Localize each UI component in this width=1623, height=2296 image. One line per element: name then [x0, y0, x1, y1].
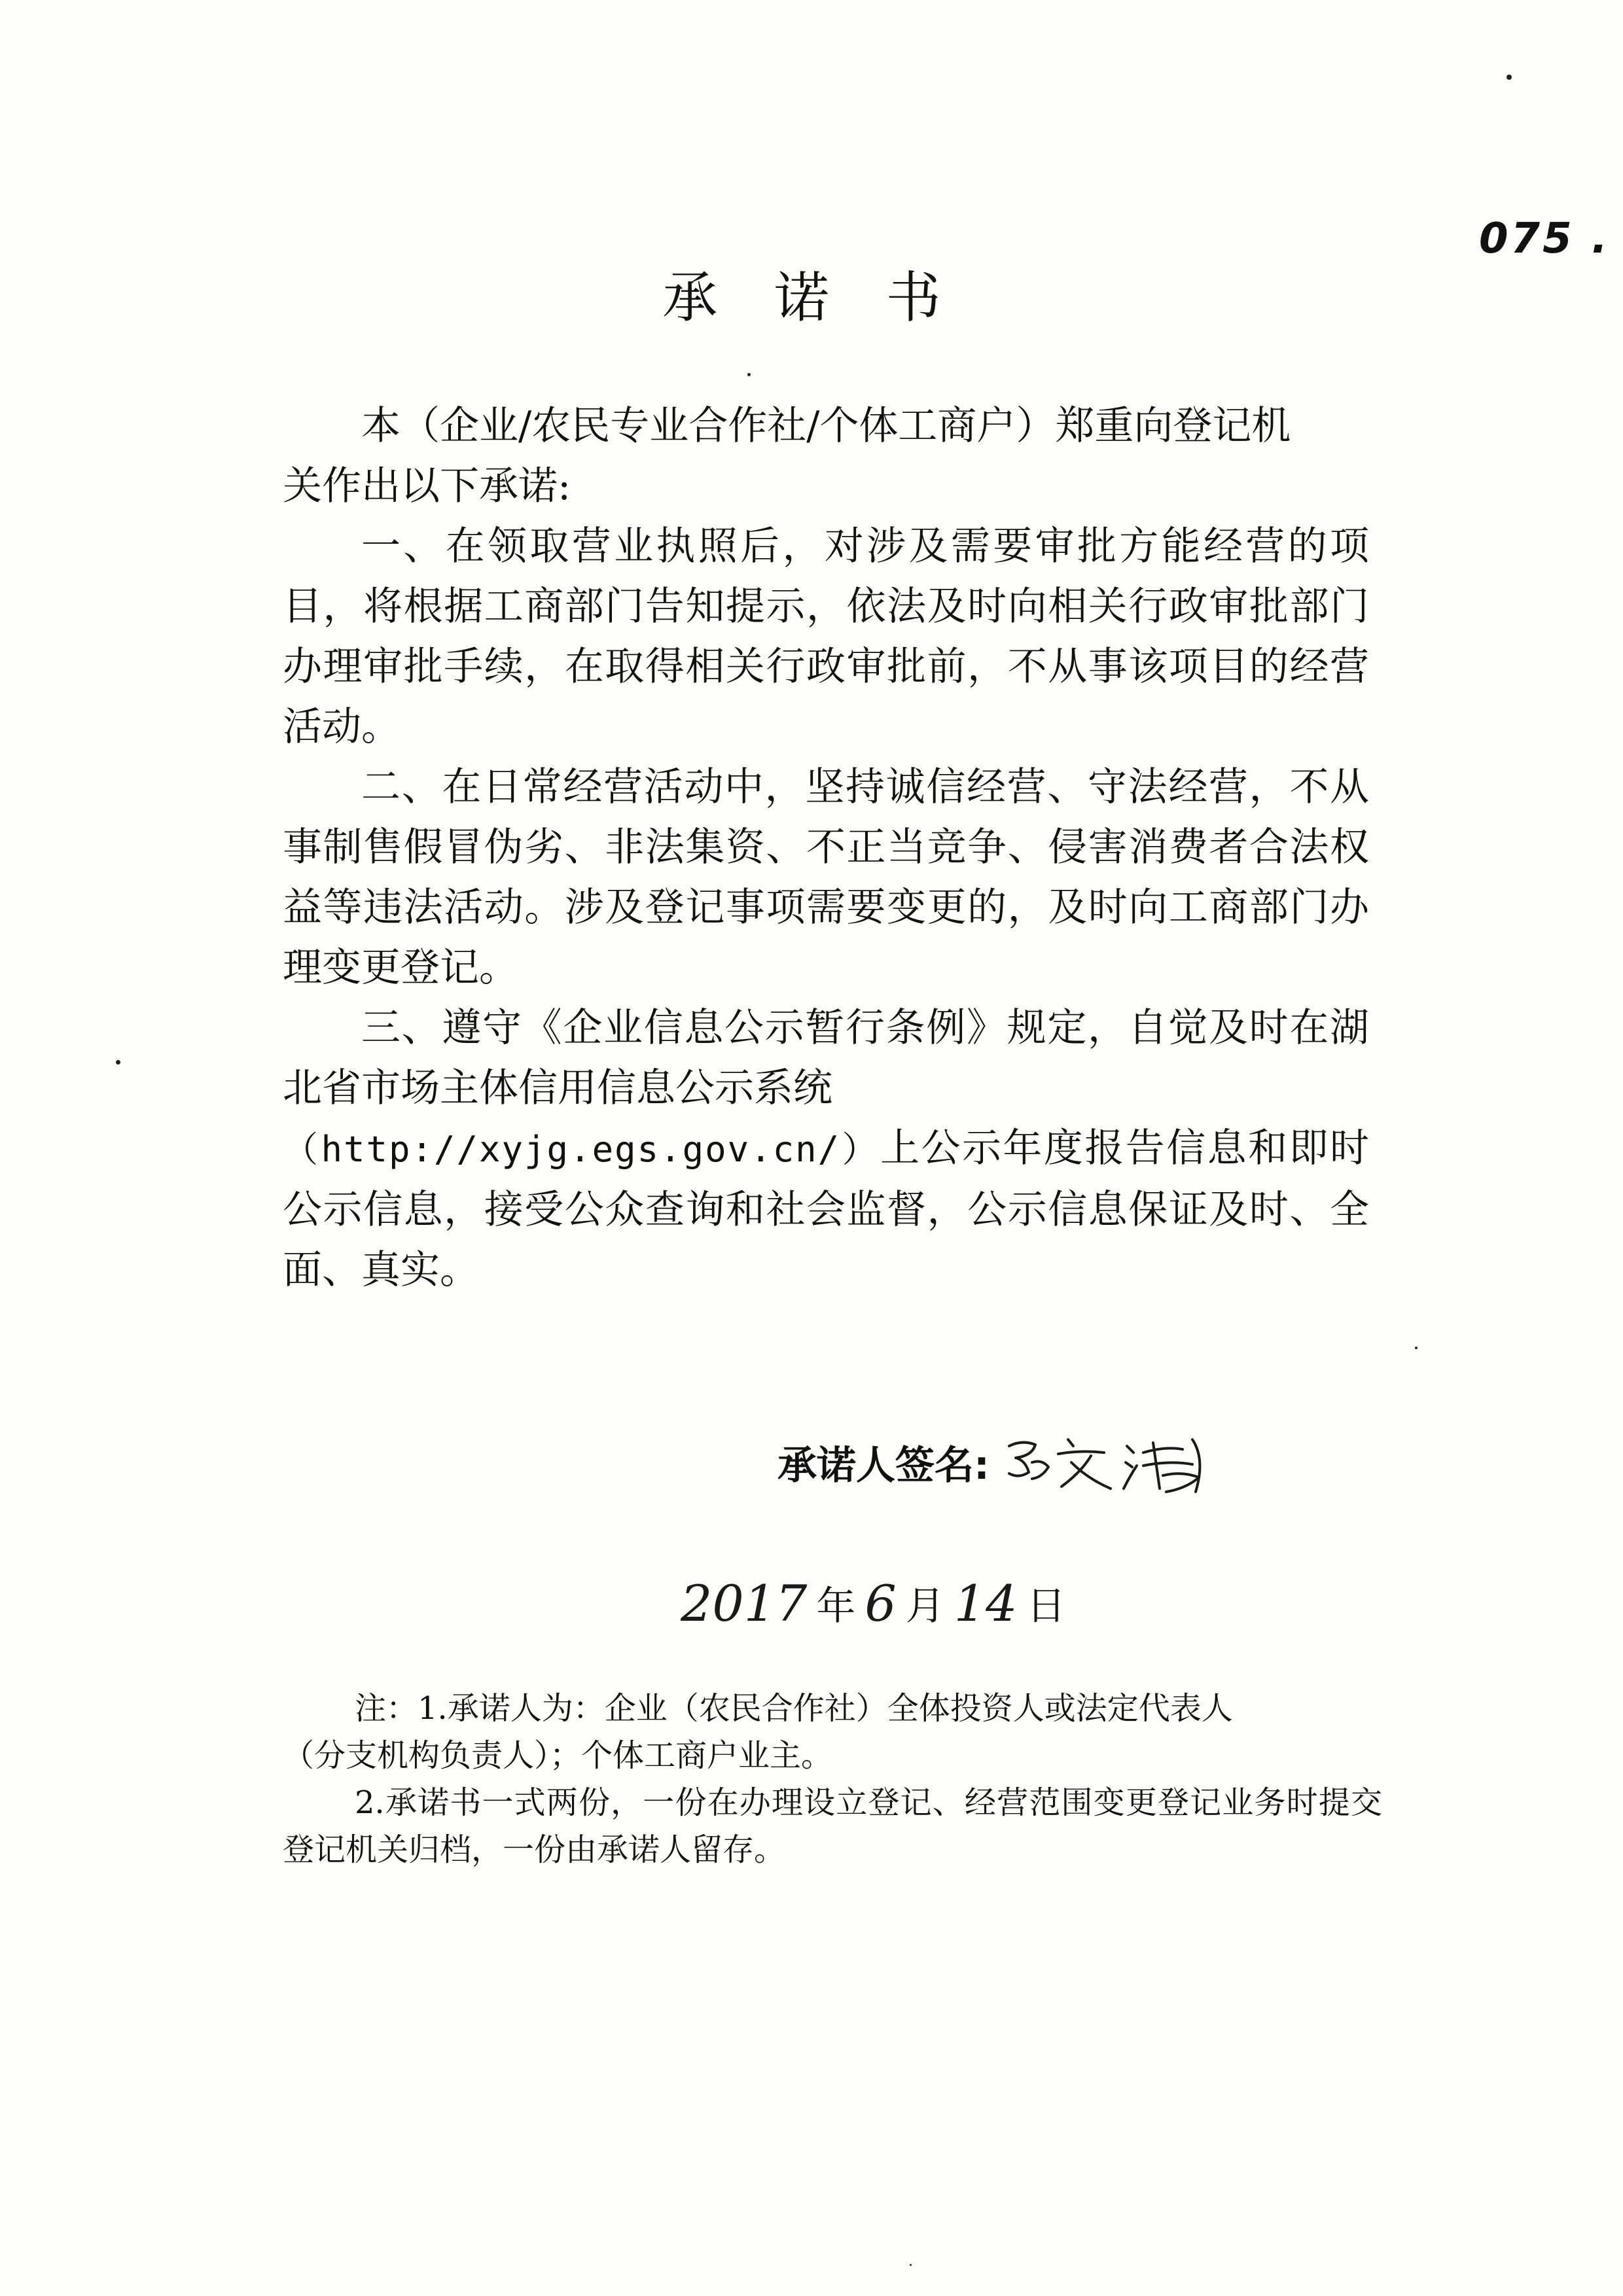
scan-speck [116, 1060, 120, 1065]
date-day-unit: 日 [1026, 1583, 1066, 1629]
handwritten-signature [996, 1426, 1245, 1498]
document-title: 承 诺 书 [662, 266, 961, 330]
note-1-line-2: （分支机构负责人）；个体工商户业主。 [283, 1737, 833, 1774]
date-day: 14 [954, 1574, 1018, 1633]
date-month-unit: 月 [905, 1583, 945, 1629]
intro-line-1: 本（企业/农民专业合作社/个体工商户）郑重向登记机 [361, 403, 1291, 449]
clause-3-continued [283, 1118, 1369, 1300]
note-1-line-1: 注：1.承诺人为：企业（农民合作社）全体投资人或法定代表人 [355, 1690, 1233, 1727]
document-body [283, 396, 1369, 1300]
note-2: 2.承诺书一式两份，一份在办理设立登记、经营范围变更登记业务时提交登记机关归档，一份由承诺人留存。 [283, 1784, 1382, 1868]
disclosure-url: （http://xyjg.egs.gov.cn/） [283, 1129, 881, 1170]
clause-1: 一、在领取营业执照后，对涉及需要审批方能经营的项目，将根据工商部门告知提示，依法及时向相关行政审批部门办理审批手续，在取得相关行政审批前，不从事该项目的经营活动。 [283, 523, 1369, 750]
signature-label: 承诺人签名: [777, 1443, 990, 1489]
scan-speck [747, 373, 751, 376]
intro-line-2: 关作出以下承诺: [283, 463, 571, 509]
date-month: 6 [865, 1574, 897, 1633]
clause-3-part-1: 三、遵守《企业信息公示暂行条例》规定，自觉及时在湖北省市场主体信用信息公示系统 [283, 1005, 1369, 1111]
scan-speck [1507, 75, 1512, 80]
clause-2: 二、在日常经营活动中，坚持诚信经营、守法经营，不从事制售假冒伪劣、非法集资、不正当竞争、侵害消费者合法权益等违法活动。涉及登记事项需要变更的，及时向工商部门办理变更登记。 [283, 764, 1369, 991]
scan-speck [910, 2264, 912, 2266]
signature-row [777, 1426, 1245, 1498]
clause-3-part-2: 上公示年度报告信息和即时公示信息，接受公众查询和社会监督，公示信息保证及时、全面、真实。 [283, 1125, 1370, 1293]
footnotes [283, 1685, 1382, 1873]
date-year: 2017 [681, 1574, 808, 1633]
scan-speck [1415, 1347, 1418, 1349]
date-year-unit: 年 [816, 1583, 856, 1629]
clause-3 [283, 998, 1369, 1118]
signing-date [681, 1561, 1075, 1646]
page-number: 075 . [1479, 215, 1611, 263]
